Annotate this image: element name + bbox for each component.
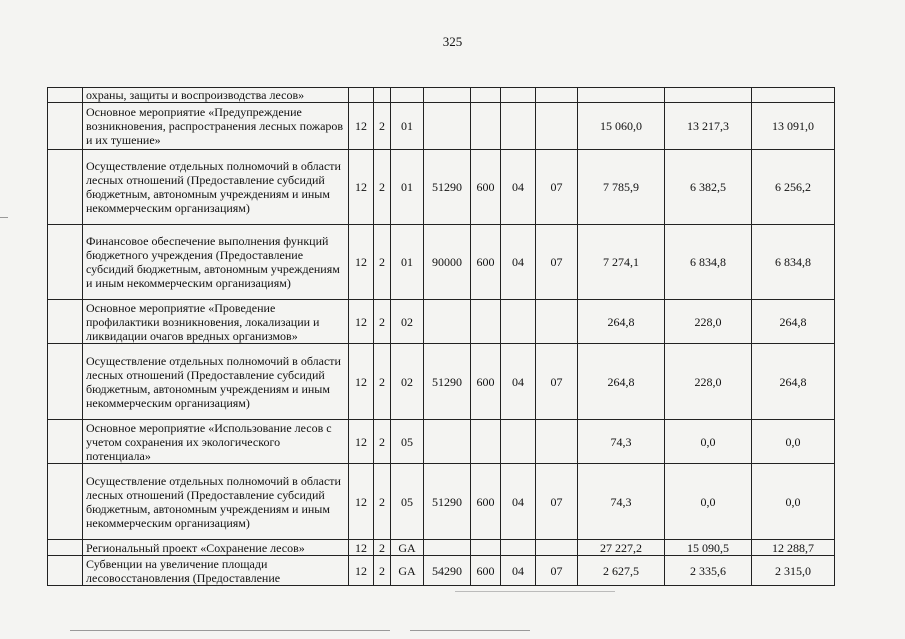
- row-index-cell: [48, 464, 83, 540]
- code-direction-cell: 51290: [424, 464, 471, 540]
- amount-year3-cell: 12 288,7: [752, 540, 835, 556]
- amount-year2-cell: 15 090,5: [665, 540, 752, 556]
- scan-artifact-line: [455, 591, 615, 592]
- page-number: 325: [442, 34, 463, 49]
- code-event-cell: 05: [391, 420, 424, 464]
- table-row: [48, 464, 835, 540]
- code-event-cell: 01: [391, 103, 424, 150]
- code-ministry-cell: 12: [349, 300, 374, 344]
- table-row: [48, 540, 835, 556]
- code-direction-cell: [424, 300, 471, 344]
- code-section-cell: [501, 540, 536, 556]
- code-section-cell: 04: [501, 556, 536, 586]
- description-cell: Осуществление отдельных полномочий в области лесных отношений (Предоставление субсидий бюджетным, автономным учреждениям и иным некоммерческим организациям): [83, 344, 349, 420]
- amount-year2-cell: 228,0: [665, 300, 752, 344]
- row-index-cell: [48, 225, 83, 300]
- code-section-cell: 04: [501, 464, 536, 540]
- code-expense-type-cell: [471, 88, 501, 103]
- budget-table: [47, 87, 835, 586]
- code-ministry-cell: 12: [349, 103, 374, 150]
- code-ministry-cell: [349, 88, 374, 103]
- amount-year1-cell: 74,3: [578, 420, 665, 464]
- code-event-cell: GA: [391, 556, 424, 586]
- scan-artifact-line: [410, 630, 530, 631]
- code-direction-cell: [424, 540, 471, 556]
- code-expense-type-cell: [471, 420, 501, 464]
- code-subprogram-cell: 2: [374, 225, 391, 300]
- row-index-cell: [48, 556, 83, 586]
- code-section-cell: [501, 88, 536, 103]
- description-cell: Основное мероприятие «Предупреждение возникновения, распространения лесных пожаров и их тушение»: [83, 103, 349, 150]
- amount-year1-cell: 2 627,5: [578, 556, 665, 586]
- code-event-cell: 05: [391, 464, 424, 540]
- scan-artifact-line: [70, 630, 390, 631]
- code-subsection-cell: 07: [536, 225, 578, 300]
- amount-year3-cell: 0,0: [752, 464, 835, 540]
- code-subsection-cell: 07: [536, 464, 578, 540]
- code-subprogram-cell: 2: [374, 300, 391, 344]
- code-event-cell: 02: [391, 344, 424, 420]
- amount-year1-cell: 74,3: [578, 464, 665, 540]
- table-row: [48, 556, 835, 586]
- code-subsection-cell: [536, 540, 578, 556]
- code-ministry-cell: 12: [349, 344, 374, 420]
- row-index-cell: [48, 420, 83, 464]
- code-section-cell: 04: [501, 225, 536, 300]
- amount-year3-cell: 0,0: [752, 420, 835, 464]
- code-section-cell: [501, 420, 536, 464]
- amount-year2-cell: 228,0: [665, 344, 752, 420]
- code-section-cell: 04: [501, 150, 536, 225]
- amount-year2-cell: 0,0: [665, 420, 752, 464]
- code-ministry-cell: 12: [349, 540, 374, 556]
- code-subprogram-cell: 2: [374, 344, 391, 420]
- code-subprogram-cell: [374, 88, 391, 103]
- code-ministry-cell: 12: [349, 225, 374, 300]
- amount-year2-cell: 6 834,8: [665, 225, 752, 300]
- description-cell: Финансовое обеспечение выполнения функций бюджетного учреждения (Предоставление субсидий бюджетным, автономным учреждениям и иным некоммерческим организациям): [83, 225, 349, 300]
- scan-artifact-line: [0, 217, 8, 218]
- code-subprogram-cell: 2: [374, 556, 391, 586]
- description-cell: Осуществление отдельных полномочий в области лесных отношений (Предоставление субсидий бюджетным, автономным учреждениям и иным некоммерческим организациям): [83, 150, 349, 225]
- code-direction-cell: [424, 103, 471, 150]
- code-event-cell: [391, 88, 424, 103]
- description-cell: Основное мероприятие «Проведение профилактики возникновения, локализации и ликвидации очагов вредных организмов»: [83, 300, 349, 344]
- code-subprogram-cell: 2: [374, 540, 391, 556]
- amount-year3-cell: [752, 88, 835, 103]
- code-expense-type-cell: 600: [471, 464, 501, 540]
- amount-year1-cell: 264,8: [578, 300, 665, 344]
- code-ministry-cell: 12: [349, 150, 374, 225]
- code-ministry-cell: 12: [349, 556, 374, 586]
- table-row: [48, 88, 835, 103]
- row-index-cell: [48, 88, 83, 103]
- code-event-cell: GA: [391, 540, 424, 556]
- code-expense-type-cell: 600: [471, 150, 501, 225]
- code-ministry-cell: 12: [349, 420, 374, 464]
- description-cell: Региональный проект «Сохранение лесов»: [83, 540, 349, 556]
- code-direction-cell: [424, 88, 471, 103]
- code-expense-type-cell: [471, 103, 501, 150]
- code-expense-type-cell: 600: [471, 225, 501, 300]
- amount-year2-cell: 0,0: [665, 464, 752, 540]
- code-direction-cell: 51290: [424, 150, 471, 225]
- amount-year1-cell: 7 274,1: [578, 225, 665, 300]
- table-row: [48, 225, 835, 300]
- code-expense-type-cell: [471, 300, 501, 344]
- code-subprogram-cell: 2: [374, 150, 391, 225]
- code-subsection-cell: 07: [536, 556, 578, 586]
- code-expense-type-cell: 600: [471, 344, 501, 420]
- code-section-cell: [501, 300, 536, 344]
- description-cell: Субвенции на увеличение площади лесовосстановления (Предоставление: [83, 556, 349, 586]
- code-section-cell: 04: [501, 344, 536, 420]
- code-subprogram-cell: 2: [374, 420, 391, 464]
- code-subsection-cell: [536, 103, 578, 150]
- code-subsection-cell: 07: [536, 150, 578, 225]
- description-cell: Основное мероприятие «Использование лесов с учетом сохранения их экологического потенциала»: [83, 420, 349, 464]
- code-section-cell: [501, 103, 536, 150]
- amount-year1-cell: 7 785,9: [578, 150, 665, 225]
- table-row: [48, 103, 835, 150]
- table-row: [48, 420, 835, 464]
- table-row: [48, 344, 835, 420]
- description-cell: охраны, защиты и воспроизводства лесов»: [83, 88, 349, 103]
- amount-year1-cell: 27 227,2: [578, 540, 665, 556]
- amount-year2-cell: 6 382,5: [665, 150, 752, 225]
- amount-year1-cell: [578, 88, 665, 103]
- amount-year3-cell: 2 315,0: [752, 556, 835, 586]
- code-event-cell: 01: [391, 150, 424, 225]
- code-expense-type-cell: 600: [471, 556, 501, 586]
- code-subsection-cell: [536, 88, 578, 103]
- row-index-cell: [48, 300, 83, 344]
- code-event-cell: 01: [391, 225, 424, 300]
- amount-year3-cell: 264,8: [752, 344, 835, 420]
- code-direction-cell: 90000: [424, 225, 471, 300]
- code-expense-type-cell: [471, 540, 501, 556]
- amount-year1-cell: 264,8: [578, 344, 665, 420]
- row-index-cell: [48, 344, 83, 420]
- amount-year3-cell: 264,8: [752, 300, 835, 344]
- code-direction-cell: 51290: [424, 344, 471, 420]
- code-subsection-cell: 07: [536, 344, 578, 420]
- code-subprogram-cell: 2: [374, 103, 391, 150]
- amount-year2-cell: 2 335,6: [665, 556, 752, 586]
- amount-year3-cell: 6 256,2: [752, 150, 835, 225]
- code-subprogram-cell: 2: [374, 464, 391, 540]
- table-row: [48, 150, 835, 225]
- code-direction-cell: 54290: [424, 556, 471, 586]
- code-direction-cell: [424, 420, 471, 464]
- amount-year3-cell: 13 091,0: [752, 103, 835, 150]
- description-cell: Осуществление отдельных полномочий в области лесных отношений (Предоставление субсидий бюджетным, автономным учреждениям и иным некоммерческим организациям): [83, 464, 349, 540]
- code-event-cell: 02: [391, 300, 424, 344]
- table-row: [48, 300, 835, 344]
- amount-year2-cell: [665, 88, 752, 103]
- amount-year1-cell: 15 060,0: [578, 103, 665, 150]
- code-subsection-cell: [536, 300, 578, 344]
- amount-year2-cell: 13 217,3: [665, 103, 752, 150]
- code-ministry-cell: 12: [349, 464, 374, 540]
- code-subsection-cell: [536, 420, 578, 464]
- row-index-cell: [48, 150, 83, 225]
- row-index-cell: [48, 103, 83, 150]
- amount-year3-cell: 6 834,8: [752, 225, 835, 300]
- row-index-cell: [48, 540, 83, 556]
